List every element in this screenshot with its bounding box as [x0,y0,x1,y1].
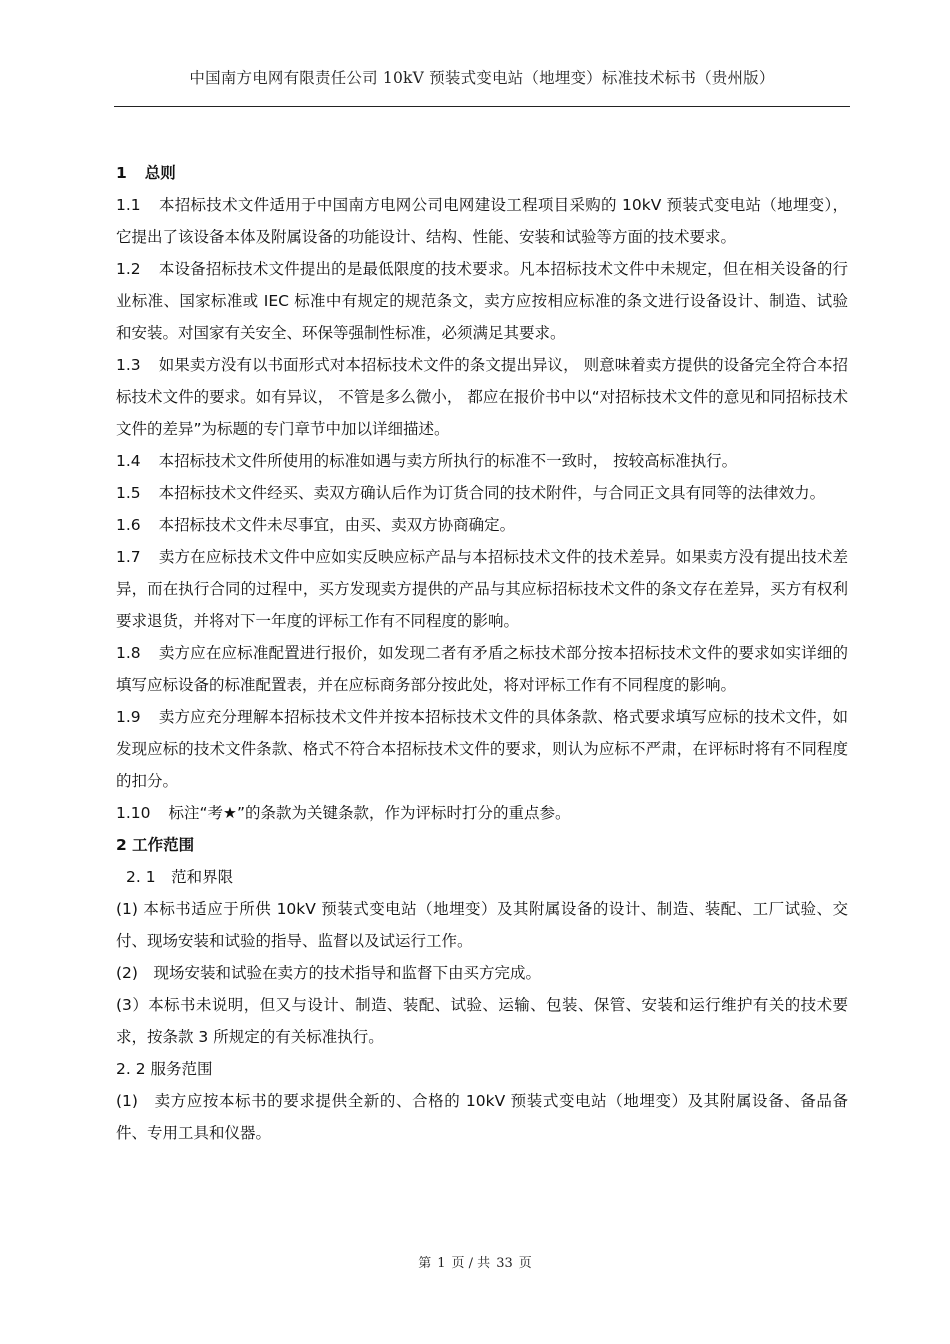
page-header: 中国南方电网有限责任公司 10kV 预装式变电站（地埋变）标准技术标书（贵州版） [189,69,775,87]
footer-suffix: 页 [518,1256,532,1271]
scope-item-2: (2) 现场安装和试验在卖方的技术指导和监督下由买方完成。 [116,964,541,982]
footer-mid: 页 / 共 [451,1256,491,1271]
scope-item-1: (1) 本标书适应于所供 10kV 预装式变电站（地埋变）及其附属设备的设计、制造、装配、工厂试验、交付、现场安装和试验的指导、监督以及试运行工作。 [116,900,848,950]
clause-1-10 [116,797,848,829]
subsection-2-2-heading: 2. 2 服务范围 [116,1060,213,1078]
clause-1-1 [116,189,848,253]
clause-text: 卖方在应标技术文件中应如实反映应标产品与本招标技术文件的技术差异。如果卖方没有提出技术差异，而在执行合同的过程中，买方发现卖方提供的产品与其应标招标技术文件的条文存在差异，买方有权利要求退货，并将对下一年度的评标工作有不同程度的影响。 [116,548,848,630]
clause-text: 标注“考★”的条款为关键条款，作为评标时打分的重点参。 [168,804,571,822]
section-title: 总则 [144,164,176,182]
clause-1-4 [116,445,848,477]
service-item-1: (1) 卖方应按本标书的要求提供全新的、合格的 10kV 预装式变电站（地埋变）及其附属设备、备品备件、专用工具和仪器。 [116,1092,848,1142]
clause-1-5 [116,477,848,509]
clause-number: 1.3 [116,356,141,374]
section-number: 1 [116,164,127,182]
clause-number: 1.10 [116,804,151,822]
clause-number: 1.1 [116,196,141,214]
section-2-heading: 2 工作范围 [116,836,195,854]
total-pages: 33 [496,1256,513,1271]
clause-number: 1.6 [116,516,141,534]
clause-number: 1.9 [116,708,141,726]
subsection-2-1-heading: 2. 1 范和界限 [126,868,234,886]
clause-text: 本设备招标技术文件提出的是最低限度的技术要求。凡本招标技术文件中未规定，但在相关设备的行业标准、国家标准或 IEC 标准中有规定的规范条文，卖方应按相应标准的条文进行设备设计、制造、试验和安装。对国家有关安全、环保等强制性标准，必须满足其要求。 [116,260,848,342]
scope-item-3: (3）本标书未说明，但又与设计、制造、装配、试验、运输、包装、保管、安装和运行维护有关的技术要求，按条款 3 所规定的有关标准执行。 [116,996,848,1046]
document-body [116,157,848,1149]
section-1-items [116,189,848,829]
clause-1-3 [116,349,848,445]
header-divider [114,106,850,107]
section-1-heading [116,157,848,189]
clause-1-2 [116,253,848,349]
page-number: 1 [437,1256,446,1271]
clause-number: 1.8 [116,644,141,662]
clause-number: 1.7 [116,548,141,566]
clause-text: 卖方应充分理解本招标技术文件并按本招标技术文件的具体条款、格式要求填写应标的技术文件，如发现应标的技术文件条款、格式不符合本招标技术文件的要求，则认为应标不严肃，在评标时将有不同程度的扣分。 [116,708,848,790]
clause-text: 本招标技术文件适用于中国南方电网公司电网建设工程项目采购的 10kV 预装式变电站（地埋变）， 它提出了该设备本体及附属设备的功能设计、结构、性能、安装和试验等方面的技术要求。 [116,196,848,246]
clause-1-9 [116,701,848,797]
clause-text: 本招标技术文件未尽事宜，由买、卖双方协商确定。 [158,516,516,534]
clause-number: 1.5 [116,484,141,502]
clause-text: 本招标技术文件所使用的标准如遇与卖方所执行的标准不一致时， 按较高标准执行。 [158,452,738,470]
clause-1-7 [116,541,848,637]
page-footer [0,1252,950,1271]
clause-number: 1.2 [116,260,141,278]
clause-number: 1.4 [116,452,141,470]
clause-1-6 [116,509,848,541]
clause-text: 本招标技术文件经买、卖双方确认后作为订货合同的技术附件，与合同正文具有同等的法律效力。 [158,484,826,502]
clause-1-8 [116,637,848,701]
clause-text: 卖方应在应标准配置进行报价，如发现二者有矛盾之标技术部分按本招标技术文件的要求如实详细的填写应标设备的标准配置表，并在应标商务部分按此处，将对评标工作有不同程度的影响。 [116,644,848,694]
footer-prefix: 第 [418,1256,432,1271]
clause-text: 如果卖方没有以书面形式对本招标技术文件的条文提出异议， 则意味着卖方提供的设备完全符合本招标技术文件的要求。如有异议， 不管是多么微小， 都应在报价书中以“对招标技术文件的意见和同招标技术文件的差异”为标题的专门章节中加以详细描述。 [116,356,848,438]
